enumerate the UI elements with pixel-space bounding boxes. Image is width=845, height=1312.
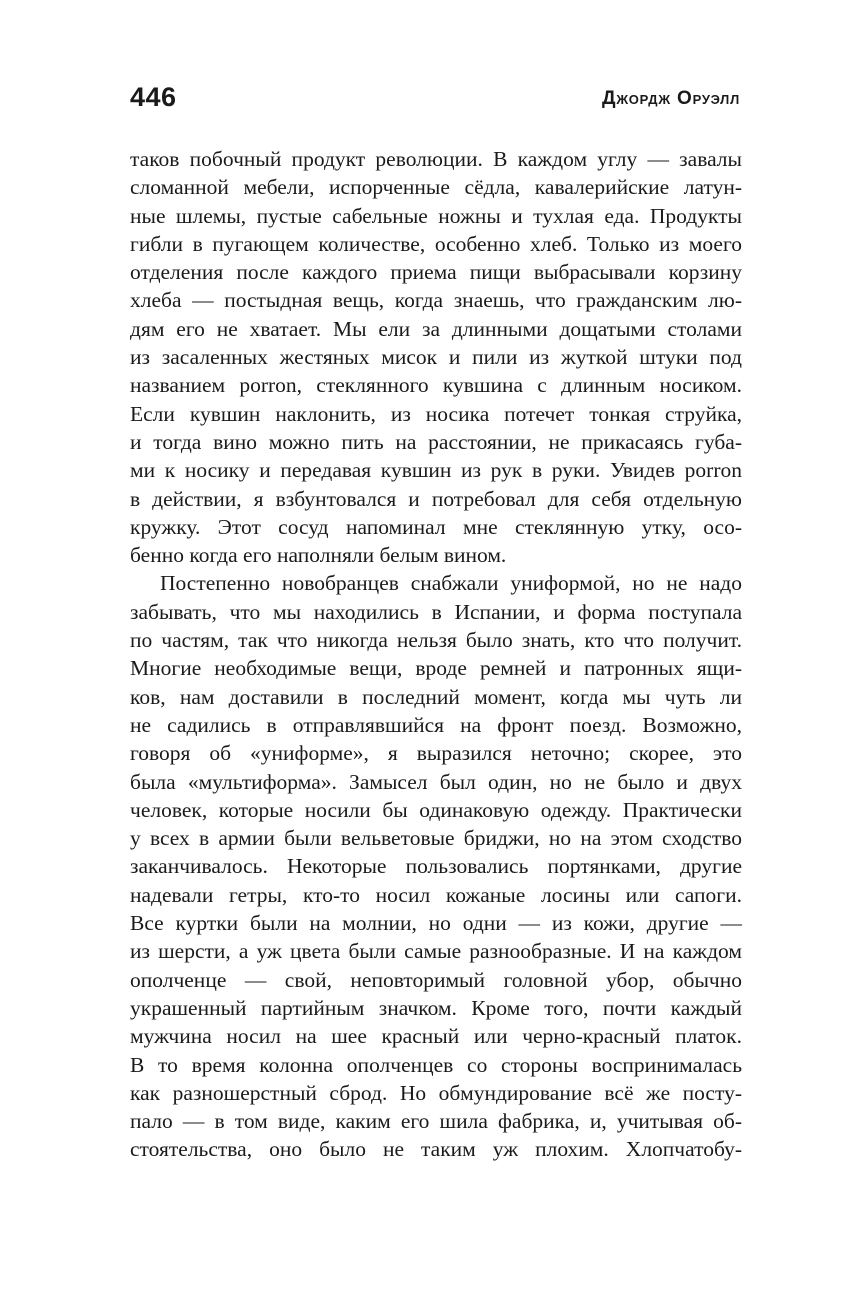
text-line: таков побочный продукт революции. В каждом углу — завалы <box>130 147 742 171</box>
text-line: не садились в отправлявшийся на фронт поезд. Возможно, <box>130 712 742 737</box>
text-line: Все куртки были на молнии, но одни — из кожи, другие — <box>130 911 742 936</box>
text-line: сломанной мебели, испорченные сёдла, кавалерийские латун- <box>130 175 742 200</box>
text-line: Многие необходимые вещи, вроде ремней и патронных ящи- <box>130 656 742 681</box>
text-line: была «мультиформа». Замысел был один, но не было и двух <box>130 769 742 794</box>
text-line: говоря об «униформе», я выразился неточно; скорее, это <box>130 741 742 766</box>
text-line: в действии, я взбунтовался и потребовал для себя отдельную <box>130 486 742 511</box>
text-line: бенно когда его наполняли белым вином. <box>130 543 507 568</box>
text-line: из засаленных жестяных мисок и пили из жуткой штуки под <box>130 345 742 370</box>
text-line: ополченце — свой, неповторимый головной убор, обычно <box>130 967 742 992</box>
text-line: как разношерстный сброд. Но обмундирование всё же посту- <box>130 1080 742 1105</box>
text-line: гибли в пугающем количестве, особенно хлеб. Только из моего <box>130 231 742 256</box>
text-line: ков, нам доставили в последний момент, когда мы чуть ли <box>130 684 742 709</box>
text-line: надевали гетры, кто-то носил кожаные лосины или сапоги. <box>130 882 742 907</box>
text-line: человек, которые носили бы одинаковую одежду. Практически <box>130 797 742 822</box>
text-line: кружку. Этот сосуд напоминал мне стеклянную утку, осо- <box>130 514 742 539</box>
text-line: заканчивалось. Некоторые пользовались портянками, другие <box>130 854 742 879</box>
text-line: Если кувшин наклонить, из носика потечет тонкая струйка, <box>130 401 742 426</box>
text-line: у всех в армии были вельветовые бриджи, но на этом сходство <box>130 826 742 851</box>
text-line: пало — в том виде, каким его шила фабрика, и, учитывая об- <box>130 1109 742 1134</box>
text-line: стоятельства, оно было не таким уж плохим. Хлопчатобу- <box>130 1137 742 1162</box>
text-line: Постепенно новобранцев снабжали униформой, но не надо <box>160 571 742 596</box>
page-header <box>130 82 740 122</box>
text-line: дям его не хватает. Мы ели за длинными дощатыми столами <box>130 316 742 341</box>
text-line: ми к носику и передавая кувшин из рук в руки. Увидев porron <box>130 458 742 483</box>
text-line: В то время колонна ополченцев со стороны воспринималась <box>130 1052 742 1077</box>
paragraph-1 <box>130 145 742 569</box>
text-line: отделения после каждого приема пищи выбрасывали корзину <box>130 260 742 285</box>
text-line: из шерсти, а уж цвета были самые разнообразные. И на каждом <box>130 939 742 964</box>
running-head-author: Джордж Оруэлл <box>602 88 740 109</box>
text-line: названием porron, стеклянного кувшина с длинным носиком. <box>130 373 742 398</box>
text-line: ные шлемы, пустые сабельные ножны и тухлая еда. Продукты <box>130 203 742 228</box>
text-line: и тогда вино можно пить на расстоянии, не прикасаясь губа- <box>130 429 742 454</box>
text-line: по частям, так что никогда нельзя было знать, кто что получит. <box>130 628 742 653</box>
text-line: мужчина носил на шее красный или черно-красный платок. <box>130 1024 742 1049</box>
text-line: хлеба — постыдная вещь, когда знаешь, что гражданским лю- <box>130 288 742 313</box>
page-number: 446 <box>130 82 177 112</box>
body-text <box>130 145 742 1164</box>
text-line: украшенный партийным значком. Кроме того, почти каждый <box>130 995 742 1020</box>
paragraph-2 <box>130 569 742 1163</box>
text-line: забывать, что мы находились в Испании, и форма поступала <box>130 599 742 624</box>
